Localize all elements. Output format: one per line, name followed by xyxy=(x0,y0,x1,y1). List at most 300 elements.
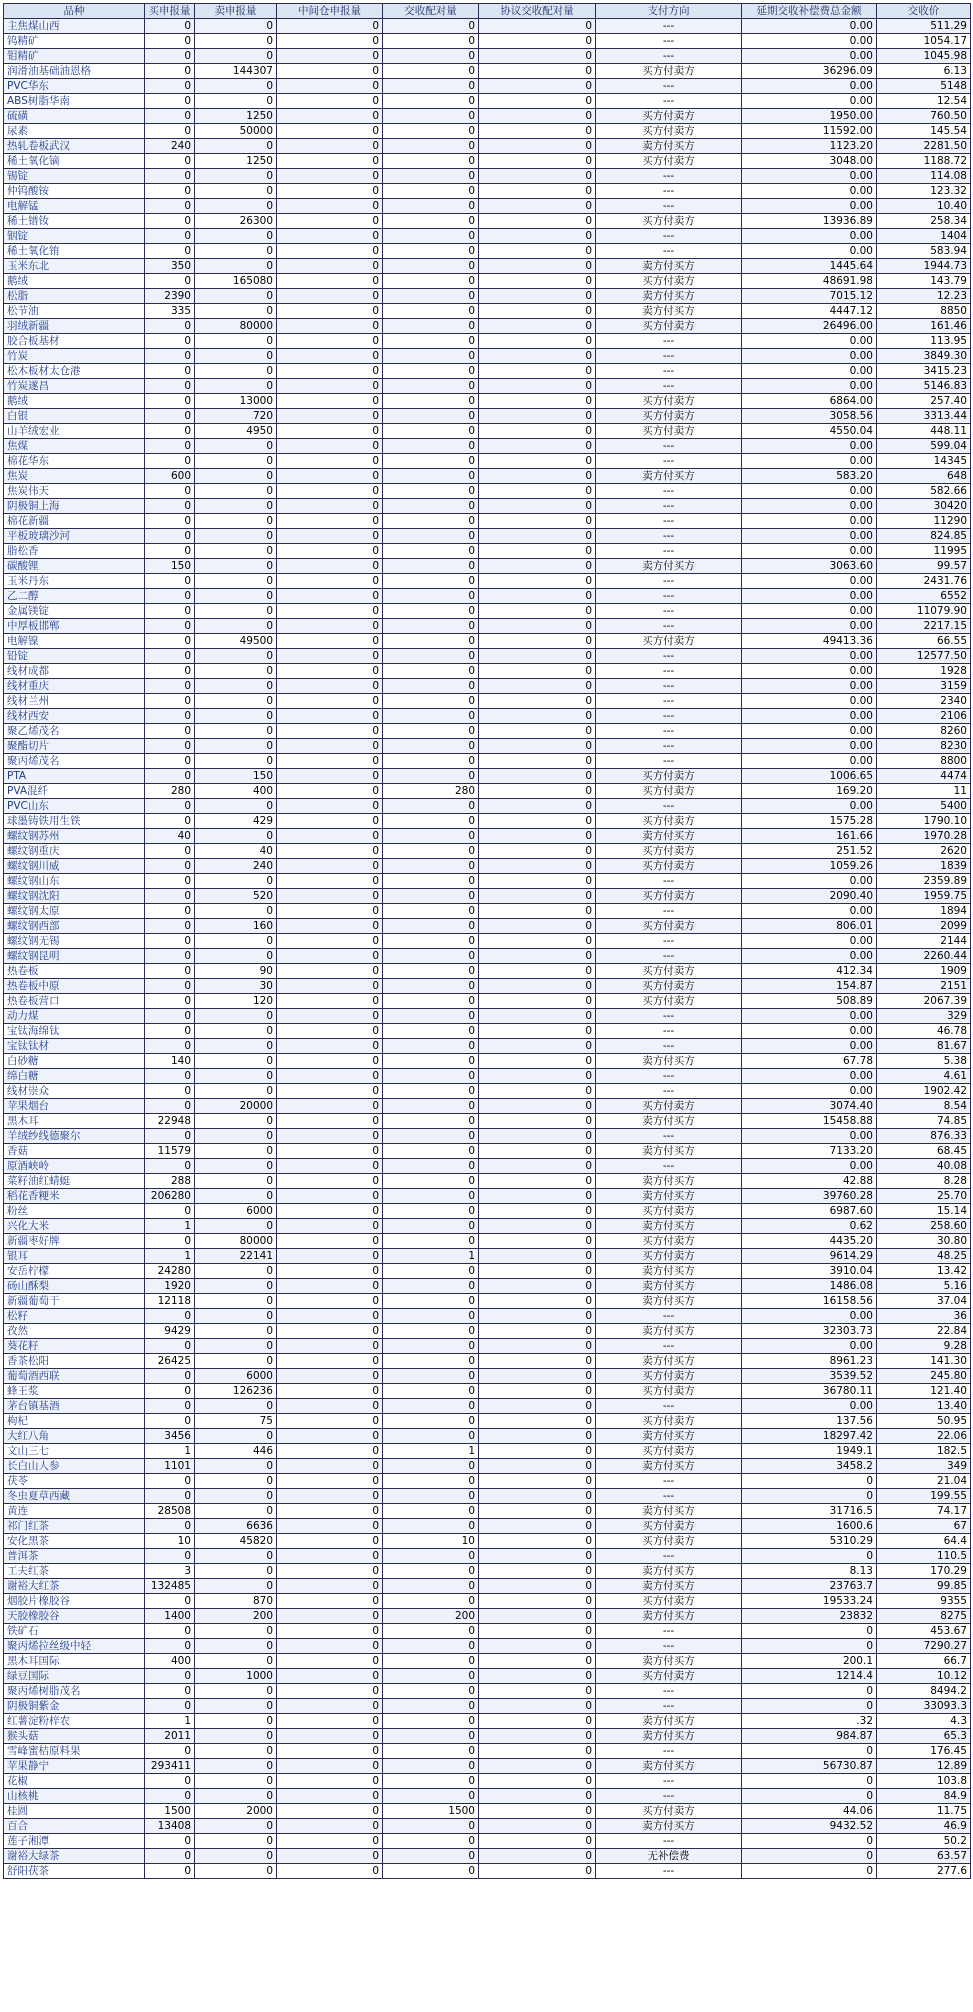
agreement-matched-volume-cell: 0 xyxy=(479,1324,596,1339)
buy-volume-cell: 0 xyxy=(145,1834,195,1849)
table-row xyxy=(4,34,971,49)
settlement-price-cell: 7290.27 xyxy=(877,1639,971,1654)
settlement-price-cell: 14345 xyxy=(877,454,971,469)
buy-volume-cell: 350 xyxy=(145,259,195,274)
agreement-matched-volume-cell: 0 xyxy=(479,1594,596,1609)
commodity-name-cell: 香菇 xyxy=(4,1144,145,1159)
compensation-total-cell: 251.52 xyxy=(742,844,877,859)
payment-direction-cell: 买方付卖方 xyxy=(596,784,742,799)
table-row xyxy=(4,1084,971,1099)
commodity-name-cell: 玉米东北 xyxy=(4,259,145,274)
agreement-matched-volume-cell: 0 xyxy=(479,1144,596,1159)
matched-volume-cell: 0 xyxy=(383,1054,479,1069)
compensation-total-cell: 0 xyxy=(742,1834,877,1849)
agreement-matched-volume-cell: 0 xyxy=(479,1354,596,1369)
sell-volume-cell: 0 xyxy=(195,349,277,364)
sell-volume-cell: 0 xyxy=(195,1744,277,1759)
commodity-name-cell: 螺纹钢苏州 xyxy=(4,829,145,844)
sell-volume-cell: 0 xyxy=(195,799,277,814)
buy-volume-cell: 0 xyxy=(145,1099,195,1114)
agreement-matched-volume-cell: 0 xyxy=(479,604,596,619)
matched-volume-cell: 0 xyxy=(383,1264,479,1279)
intermediate-volume-cell: 0 xyxy=(277,1024,383,1039)
commodity-name-cell: 主焦煤山西 xyxy=(4,19,145,34)
compensation-total-cell: 13936.89 xyxy=(742,214,877,229)
intermediate-volume-cell: 0 xyxy=(277,1114,383,1129)
settlement-price-cell: 99.57 xyxy=(877,559,971,574)
payment-direction-cell: 买方付卖方 xyxy=(596,1099,742,1114)
payment-direction-cell: --- xyxy=(596,364,742,379)
sell-volume-cell: 0 xyxy=(195,934,277,949)
commodity-name-cell: 菜籽油红蜻蜓 xyxy=(4,1174,145,1189)
table-row xyxy=(4,1684,971,1699)
payment-direction-cell: 卖方付买方 xyxy=(596,1459,742,1474)
sell-volume-cell: 0 xyxy=(195,244,277,259)
settlement-price-cell: 2340 xyxy=(877,694,971,709)
agreement-matched-volume-cell: 0 xyxy=(479,529,596,544)
compensation-total-cell: 0.00 xyxy=(742,679,877,694)
compensation-total-cell: 0.00 xyxy=(742,604,877,619)
buy-volume-cell: 0 xyxy=(145,1639,195,1654)
buy-volume-cell: 0 xyxy=(145,1789,195,1804)
settlement-price-cell: 2099 xyxy=(877,919,971,934)
payment-direction-cell: --- xyxy=(596,544,742,559)
matched-volume-cell: 0 xyxy=(383,1234,479,1249)
agreement-matched-volume-cell: 0 xyxy=(479,79,596,94)
table-row xyxy=(4,1504,971,1519)
buy-volume-cell: 40 xyxy=(145,829,195,844)
sell-volume-cell: 0 xyxy=(195,1849,277,1864)
matched-volume-cell: 0 xyxy=(383,1654,479,1669)
intermediate-volume-cell: 0 xyxy=(277,349,383,364)
compensation-total-cell: 0.00 xyxy=(742,364,877,379)
buy-volume-cell: 0 xyxy=(145,484,195,499)
table-row xyxy=(4,1594,971,1609)
table-row xyxy=(4,1849,971,1864)
agreement-matched-volume-cell: 0 xyxy=(479,874,596,889)
agreement-matched-volume-cell: 0 xyxy=(479,694,596,709)
payment-direction-cell: --- xyxy=(596,904,742,919)
compensation-total-cell: 0.00 xyxy=(742,484,877,499)
matched-volume-cell: 0 xyxy=(383,364,479,379)
table-row xyxy=(4,1519,971,1534)
intermediate-volume-cell: 0 xyxy=(277,1519,383,1534)
payment-direction-cell: --- xyxy=(596,1069,742,1084)
table-row xyxy=(4,679,971,694)
buy-volume-cell: 288 xyxy=(145,1174,195,1189)
intermediate-volume-cell: 0 xyxy=(277,1099,383,1114)
header-agreement-matched-volume: 协议交收配对量 xyxy=(479,4,596,19)
sell-volume-cell: 429 xyxy=(195,814,277,829)
compensation-total-cell: 0.00 xyxy=(742,529,877,544)
sell-volume-cell: 0 xyxy=(195,1774,277,1789)
sell-volume-cell: 0 xyxy=(195,1504,277,1519)
commodity-name-cell: 稻花香粳米 xyxy=(4,1189,145,1204)
table-row xyxy=(4,754,971,769)
settlement-price-cell: 8.28 xyxy=(877,1174,971,1189)
matched-volume-cell: 0 xyxy=(383,904,479,919)
payment-direction-cell: --- xyxy=(596,1309,742,1324)
payment-direction-cell: --- xyxy=(596,454,742,469)
agreement-matched-volume-cell: 0 xyxy=(479,409,596,424)
buy-volume-cell: 11579 xyxy=(145,1144,195,1159)
table-row xyxy=(4,1054,971,1069)
sell-volume-cell: 0 xyxy=(195,1579,277,1594)
header-sell-volume: 卖申报量 xyxy=(195,4,277,19)
matched-volume-cell: 0 xyxy=(383,394,479,409)
buy-volume-cell: 1 xyxy=(145,1249,195,1264)
commodity-name-cell: 松籽 xyxy=(4,1309,145,1324)
matched-volume-cell: 0 xyxy=(383,1099,479,1114)
sell-volume-cell: 0 xyxy=(195,1699,277,1714)
table-row xyxy=(4,394,971,409)
compensation-total-cell: 36780.11 xyxy=(742,1384,877,1399)
agreement-matched-volume-cell: 0 xyxy=(479,949,596,964)
matched-volume-cell: 0 xyxy=(383,1069,479,1084)
table-row xyxy=(4,964,971,979)
commodity-name-cell: 茯苓 xyxy=(4,1474,145,1489)
buy-volume-cell: 2390 xyxy=(145,289,195,304)
agreement-matched-volume-cell: 0 xyxy=(479,109,596,124)
matched-volume-cell: 0 xyxy=(383,1684,479,1699)
settlement-table-container xyxy=(3,3,970,2009)
table-row xyxy=(4,364,971,379)
settlement-price-cell: 1188.72 xyxy=(877,154,971,169)
compensation-total-cell: 0.00 xyxy=(742,739,877,754)
table-row xyxy=(4,1429,971,1444)
sell-volume-cell: 0 xyxy=(195,904,277,919)
intermediate-volume-cell: 0 xyxy=(277,679,383,694)
sell-volume-cell: 80000 xyxy=(195,1234,277,1249)
settlement-price-cell: 99.85 xyxy=(877,1579,971,1594)
sell-volume-cell: 0 xyxy=(195,1264,277,1279)
payment-direction-cell: --- xyxy=(596,574,742,589)
settlement-price-cell: 66.55 xyxy=(877,634,971,649)
agreement-matched-volume-cell: 0 xyxy=(479,679,596,694)
table-row xyxy=(4,244,971,259)
intermediate-volume-cell: 0 xyxy=(277,1504,383,1519)
sell-volume-cell: 0 xyxy=(195,829,277,844)
compensation-total-cell: 508.89 xyxy=(742,994,877,1009)
agreement-matched-volume-cell: 0 xyxy=(479,1024,596,1039)
table-row xyxy=(4,919,971,934)
agreement-matched-volume-cell: 0 xyxy=(479,889,596,904)
commodity-name-cell: 稀土氧化铕 xyxy=(4,244,145,259)
settlement-price-cell: 64.4 xyxy=(877,1534,971,1549)
matched-volume-cell: 0 xyxy=(383,1114,479,1129)
commodity-name-cell: PVC山东 xyxy=(4,799,145,814)
matched-volume-cell: 10 xyxy=(383,1534,479,1549)
intermediate-volume-cell: 0 xyxy=(277,1249,383,1264)
agreement-matched-volume-cell: 0 xyxy=(479,1834,596,1849)
agreement-matched-volume-cell: 0 xyxy=(479,1234,596,1249)
agreement-matched-volume-cell: 0 xyxy=(479,1669,596,1684)
matched-volume-cell: 0 xyxy=(383,1759,479,1774)
payment-direction-cell: 卖方付买方 xyxy=(596,259,742,274)
compensation-total-cell: 1214.4 xyxy=(742,1669,877,1684)
matched-volume-cell: 0 xyxy=(383,1159,479,1174)
intermediate-volume-cell: 0 xyxy=(277,754,383,769)
payment-direction-cell: --- xyxy=(596,244,742,259)
commodity-name-cell: 聚丙烯拉丝级中轻 xyxy=(4,1639,145,1654)
buy-volume-cell: 0 xyxy=(145,589,195,604)
compensation-total-cell: 0.00 xyxy=(742,439,877,454)
payment-direction-cell: 卖方付买方 xyxy=(596,1609,742,1624)
commodity-name-cell: 绿豆国际 xyxy=(4,1669,145,1684)
buy-volume-cell: 400 xyxy=(145,1654,195,1669)
settlement-price-cell: 11 xyxy=(877,784,971,799)
payment-direction-cell: --- xyxy=(596,649,742,664)
agreement-matched-volume-cell: 0 xyxy=(479,709,596,724)
sell-volume-cell: 0 xyxy=(195,1489,277,1504)
buy-volume-cell: 0 xyxy=(145,1594,195,1609)
payment-direction-cell: --- xyxy=(596,1624,742,1639)
commodity-name-cell: 竹炭 xyxy=(4,349,145,364)
matched-volume-cell: 0 xyxy=(383,64,479,79)
matched-volume-cell: 0 xyxy=(383,439,479,454)
settlement-price-cell: 349 xyxy=(877,1459,971,1474)
payment-direction-cell: 卖方付买方 xyxy=(596,1294,742,1309)
buy-volume-cell: 0 xyxy=(145,424,195,439)
settlement-price-cell: 11079.90 xyxy=(877,604,971,619)
payment-direction-cell: --- xyxy=(596,184,742,199)
compensation-total-cell: 1059.26 xyxy=(742,859,877,874)
commodity-name-cell: 棉花新疆 xyxy=(4,514,145,529)
compensation-total-cell: 0.00 xyxy=(742,379,877,394)
buy-volume-cell: 0 xyxy=(145,709,195,724)
intermediate-volume-cell: 0 xyxy=(277,1804,383,1819)
commodity-name-cell: 热轧卷板武汉 xyxy=(4,139,145,154)
matched-volume-cell: 0 xyxy=(383,1129,479,1144)
payment-direction-cell: --- xyxy=(596,379,742,394)
intermediate-volume-cell: 0 xyxy=(277,1834,383,1849)
intermediate-volume-cell: 0 xyxy=(277,94,383,109)
sell-volume-cell: 6636 xyxy=(195,1519,277,1534)
buy-volume-cell: 24280 xyxy=(145,1264,195,1279)
compensation-total-cell: 23832 xyxy=(742,1609,877,1624)
sell-volume-cell: 0 xyxy=(195,259,277,274)
commodity-name-cell: 仲钨酸铵 xyxy=(4,184,145,199)
compensation-total-cell: 31716.5 xyxy=(742,1504,877,1519)
settlement-price-cell: 1045.98 xyxy=(877,49,971,64)
settlement-price-cell: 123.32 xyxy=(877,184,971,199)
compensation-total-cell: 3063.60 xyxy=(742,559,877,574)
agreement-matched-volume-cell: 0 xyxy=(479,1684,596,1699)
intermediate-volume-cell: 0 xyxy=(277,694,383,709)
matched-volume-cell: 0 xyxy=(383,844,479,859)
intermediate-volume-cell: 0 xyxy=(277,244,383,259)
table-row xyxy=(4,904,971,919)
agreement-matched-volume-cell: 0 xyxy=(479,1774,596,1789)
matched-volume-cell: 0 xyxy=(383,1339,479,1354)
compensation-total-cell: 0.00 xyxy=(742,1159,877,1174)
agreement-matched-volume-cell: 0 xyxy=(479,124,596,139)
buy-volume-cell: 0 xyxy=(145,1024,195,1039)
settlement-price-cell: 21.04 xyxy=(877,1474,971,1489)
buy-volume-cell: 0 xyxy=(145,1699,195,1714)
commodity-name-cell: 工夫红茶 xyxy=(4,1564,145,1579)
payment-direction-cell: 卖方付买方 xyxy=(596,1264,742,1279)
compensation-total-cell: 2090.40 xyxy=(742,889,877,904)
settlement-price-cell: 1902.42 xyxy=(877,1084,971,1099)
compensation-total-cell: 6864.00 xyxy=(742,394,877,409)
settlement-price-cell: 2151 xyxy=(877,979,971,994)
agreement-matched-volume-cell: 0 xyxy=(479,544,596,559)
settlement-price-cell: 68.45 xyxy=(877,1144,971,1159)
buy-volume-cell: 0 xyxy=(145,184,195,199)
payment-direction-cell: --- xyxy=(596,49,742,64)
payment-direction-cell: 卖方付买方 xyxy=(596,1729,742,1744)
agreement-matched-volume-cell: 0 xyxy=(479,169,596,184)
matched-volume-cell: 280 xyxy=(383,784,479,799)
matched-volume-cell: 0 xyxy=(383,1174,479,1189)
payment-direction-cell: 卖方付买方 xyxy=(596,1654,742,1669)
agreement-matched-volume-cell: 0 xyxy=(479,1564,596,1579)
commodity-name-cell: 竹炭遂昌 xyxy=(4,379,145,394)
settlement-price-cell: 50.2 xyxy=(877,1834,971,1849)
table-row xyxy=(4,814,971,829)
table-row xyxy=(4,1624,971,1639)
sell-volume-cell: 0 xyxy=(195,1654,277,1669)
settlement-price-cell: 1909 xyxy=(877,964,971,979)
buy-volume-cell: 0 xyxy=(145,169,195,184)
payment-direction-cell: --- xyxy=(596,1834,742,1849)
compensation-total-cell: 0.00 xyxy=(742,334,877,349)
payment-direction-cell: 卖方付买方 xyxy=(596,469,742,484)
settlement-price-cell: 145.54 xyxy=(877,124,971,139)
table-row xyxy=(4,274,971,289)
settlement-price-cell: 5146.83 xyxy=(877,379,971,394)
settlement-price-cell: 8850 xyxy=(877,304,971,319)
buy-volume-cell: 0 xyxy=(145,349,195,364)
sell-volume-cell: 0 xyxy=(195,1069,277,1084)
payment-direction-cell: --- xyxy=(596,619,742,634)
payment-direction-cell: --- xyxy=(596,199,742,214)
intermediate-volume-cell: 0 xyxy=(277,499,383,514)
payment-direction-cell: 买方付卖方 xyxy=(596,814,742,829)
settlement-price-cell: 2144 xyxy=(877,934,971,949)
sell-volume-cell: 13000 xyxy=(195,394,277,409)
table-row xyxy=(4,1369,971,1384)
agreement-matched-volume-cell: 0 xyxy=(479,664,596,679)
matched-volume-cell: 0 xyxy=(383,1864,479,1879)
matched-volume-cell: 0 xyxy=(383,1024,479,1039)
agreement-matched-volume-cell: 0 xyxy=(479,1579,596,1594)
commodity-name-cell: 猴头菇 xyxy=(4,1729,145,1744)
matched-volume-cell: 0 xyxy=(383,139,479,154)
settlement-price-cell: 8275 xyxy=(877,1609,971,1624)
table-row xyxy=(4,1639,971,1654)
settlement-price-cell: 40.08 xyxy=(877,1159,971,1174)
sell-volume-cell: 0 xyxy=(195,679,277,694)
sell-volume-cell: 0 xyxy=(195,664,277,679)
buy-volume-cell: 0 xyxy=(145,1744,195,1759)
table-row xyxy=(4,1414,971,1429)
buy-volume-cell: 0 xyxy=(145,1339,195,1354)
table-row xyxy=(4,1549,971,1564)
table-row xyxy=(4,319,971,334)
buy-volume-cell: 0 xyxy=(145,754,195,769)
compensation-total-cell: 0.00 xyxy=(742,169,877,184)
settlement-price-cell: 36 xyxy=(877,1309,971,1324)
sell-volume-cell: 0 xyxy=(195,514,277,529)
settlement-price-cell: 258.34 xyxy=(877,214,971,229)
buy-volume-cell: 0 xyxy=(145,1519,195,1534)
commodity-name-cell: 热卷板营口 xyxy=(4,994,145,1009)
payment-direction-cell: 买方付卖方 xyxy=(596,1534,742,1549)
payment-direction-cell: --- xyxy=(596,1744,742,1759)
intermediate-volume-cell: 0 xyxy=(277,859,383,874)
commodity-name-cell: PTA xyxy=(4,769,145,784)
matched-volume-cell: 0 xyxy=(383,1564,479,1579)
compensation-total-cell: 6987.60 xyxy=(742,1204,877,1219)
settlement-price-cell: 245.80 xyxy=(877,1369,971,1384)
commodity-name-cell: 稀土镨钕 xyxy=(4,214,145,229)
matched-volume-cell: 0 xyxy=(383,484,479,499)
settlement-price-cell: 199.55 xyxy=(877,1489,971,1504)
compensation-total-cell: 1575.28 xyxy=(742,814,877,829)
sell-volume-cell: 0 xyxy=(195,1564,277,1579)
payment-direction-cell: --- xyxy=(596,1129,742,1144)
intermediate-volume-cell: 0 xyxy=(277,64,383,79)
payment-direction-cell: 买方付卖方 xyxy=(596,1594,742,1609)
agreement-matched-volume-cell: 0 xyxy=(479,1099,596,1114)
table-row xyxy=(4,259,971,274)
intermediate-volume-cell: 0 xyxy=(277,799,383,814)
matched-volume-cell: 0 xyxy=(383,124,479,139)
buy-volume-cell: 1101 xyxy=(145,1459,195,1474)
agreement-matched-volume-cell: 0 xyxy=(479,1399,596,1414)
agreement-matched-volume-cell: 0 xyxy=(479,514,596,529)
compensation-total-cell: 0.00 xyxy=(742,649,877,664)
sell-volume-cell: 0 xyxy=(195,1054,277,1069)
settlement-price-cell: 648 xyxy=(877,469,971,484)
compensation-total-cell: 0 xyxy=(742,1474,877,1489)
settlement-price-cell: 141.30 xyxy=(877,1354,971,1369)
matched-volume-cell: 0 xyxy=(383,874,479,889)
matched-volume-cell: 0 xyxy=(383,319,479,334)
matched-volume-cell: 0 xyxy=(383,349,479,364)
payment-direction-cell: --- xyxy=(596,754,742,769)
payment-direction-cell: --- xyxy=(596,1864,742,1879)
table-row xyxy=(4,1069,971,1084)
matched-volume-cell: 0 xyxy=(383,184,479,199)
intermediate-volume-cell: 0 xyxy=(277,379,383,394)
agreement-matched-volume-cell: 0 xyxy=(479,1429,596,1444)
agreement-matched-volume-cell: 0 xyxy=(479,1549,596,1564)
compensation-total-cell: 0 xyxy=(742,1624,877,1639)
matched-volume-cell: 0 xyxy=(383,1399,479,1414)
settlement-price-cell: 22.06 xyxy=(877,1429,971,1444)
compensation-total-cell: 1006.65 xyxy=(742,769,877,784)
commodity-name-cell: 白砂糖 xyxy=(4,1054,145,1069)
buy-volume-cell: 132485 xyxy=(145,1579,195,1594)
table-row xyxy=(4,1819,971,1834)
commodity-name-cell: 螺纹钢西部 xyxy=(4,919,145,934)
sell-volume-cell: 0 xyxy=(195,364,277,379)
commodity-name-cell: 电解镍 xyxy=(4,634,145,649)
table-row xyxy=(4,1564,971,1579)
payment-direction-cell: --- xyxy=(596,349,742,364)
agreement-matched-volume-cell: 0 xyxy=(479,1009,596,1024)
table-row xyxy=(4,379,971,394)
agreement-matched-volume-cell: 0 xyxy=(479,844,596,859)
payment-direction-cell: --- xyxy=(596,739,742,754)
buy-volume-cell: 1 xyxy=(145,1444,195,1459)
agreement-matched-volume-cell: 0 xyxy=(479,589,596,604)
payment-direction-cell: 卖方付买方 xyxy=(596,1174,742,1189)
buy-volume-cell: 0 xyxy=(145,199,195,214)
